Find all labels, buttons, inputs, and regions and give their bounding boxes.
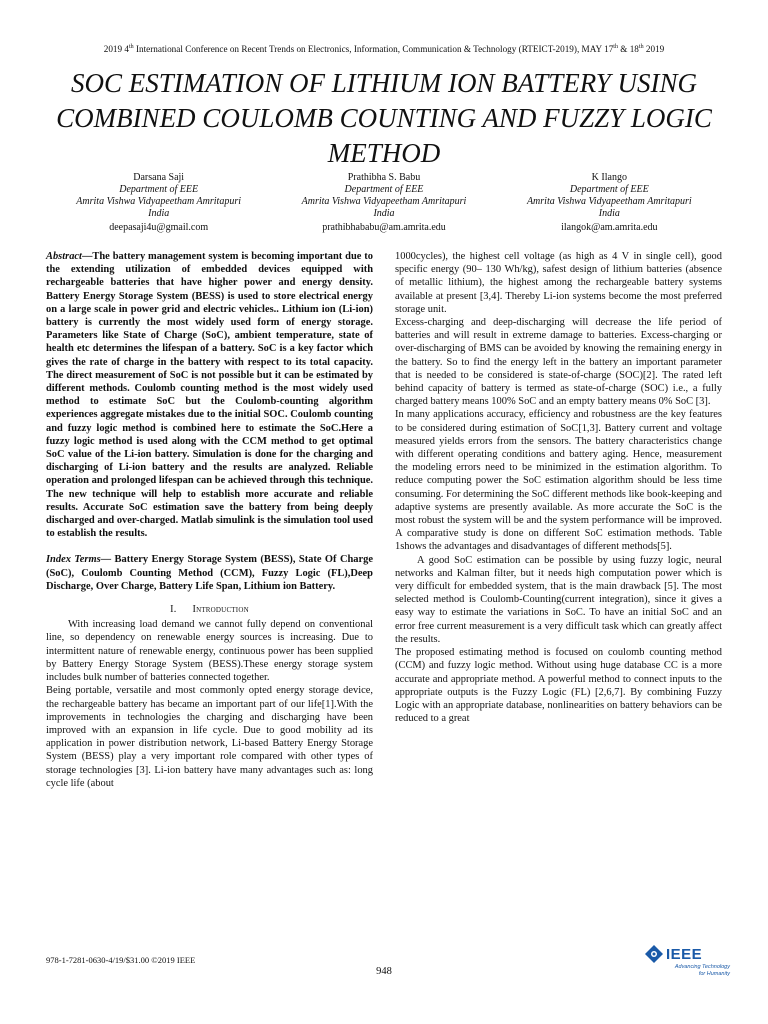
ieee-logo bbox=[644, 944, 732, 984]
author-institution: Amrita Vishwa Vidyapeetham Amritapuri bbox=[526, 196, 692, 207]
index-terms-text: — Battery Energy Storage System (BESS), State Of Charge (SoC), Coulomb Counting Method (CCM), Fuzzy Logic (FL),Deep Discharge, Over Charge, Battery Life Span, Lithium ion Battery. bbox=[46, 554, 373, 592]
author-2 bbox=[271, 172, 496, 234]
author-name: Prathibha S. Babu bbox=[347, 172, 421, 183]
abstract-label: Abstract bbox=[46, 251, 82, 262]
body-paragraph: 1000cycles), the highest cell voltage (as high as 4 V in single cell), good specific energy (90– 130 Wh/kg), safest design of lithium batteries (absence of metallic lithium), the highest among the rechargeable battery systems available at present [3,4]. Thereby Li-ion systems become the most preferred storage unit. bbox=[395, 251, 722, 315]
conf-prefix: 2019 4 bbox=[103, 44, 129, 55]
author-3 bbox=[497, 172, 722, 234]
author-name: Darsana Saji bbox=[133, 172, 185, 183]
author-institution: Amrita Vishwa Vidyapeetham Amritapuri bbox=[301, 196, 467, 207]
index-terms-label: Index Terms bbox=[46, 554, 101, 566]
author-country: India bbox=[373, 208, 395, 219]
section-heading bbox=[46, 603, 373, 616]
right-column bbox=[395, 250, 722, 725]
author-country: India bbox=[148, 208, 170, 219]
section-number: I. bbox=[170, 604, 177, 616]
ieee-wordmark: IEEE bbox=[666, 946, 703, 963]
conf-middle: International Conference on Recent Trends on Electronics, Information, Communication & Technology (RTEICT-2019), MAY 17 bbox=[133, 44, 614, 55]
body-paragraph: The proposed estimating method is focused on coulomb counting method (CCM) and fuzzy logic method. Without using huge database CC is a more accurate and appropriate method. A powerful method to connect inputs to the appropriate outputs is the Fuzzy Logic (FL) [2,6,7]. By combining Fuzzy Logic with an appropriate database, nonlinearities on battery behaviors can be reduced to a great bbox=[395, 647, 722, 725]
body-paragraph: Excess-charging and deep-discharging will decrease the life period of batteries and will result in extreme damage to batteries. Excess-charging or over-discharging of BMS can be avoided by knowing the remaining energy in the battery. So to find the energy left in the battery an important parameter that is needed to be considered is state-of-charge (SOC)[2]. The rated left behind capacity of battery is termed as state-of-charge (SOC) i.e., a fully charged battery means 100% SoC and an empty battery means 0% SoC [3]. bbox=[395, 317, 722, 408]
body-paragraph: In many applications accuracy, efficiency and robustness are the key features to be considered during estimation of SoC[1,3]. Battery current and voltage measured yields errors from the sensors. The battery characteristics change with different operating conditions and battery aging. Hence, measurement the modeling errors need to be minimized in the estimation algorithm. To reduce computing power the SoC estimation algorithm should be less time consuming. For determining the SoC different methods like book-keeping and adaptive systems are presently available. As more accurate the SoC is the most robust the system will be and the system performance will be improved. A comparative study is done on different SoC estimation methods. Table 1shows the advantages and disadvantages of different methods[5]. bbox=[395, 409, 722, 553]
author-institution: Amrita Vishwa Vidyapeetham Amritapuri bbox=[76, 196, 242, 207]
index-terms bbox=[46, 553, 373, 593]
ieee-diamond-icon bbox=[644, 944, 664, 964]
paper-title: SOC ESTIMATION OF LITHIUM ION BATTERY USING COMBINED COULOMB COUNTING AND FUZZY LOGIC METHOD bbox=[56, 68, 712, 168]
author-dept: Department of EEE bbox=[569, 184, 649, 195]
conference-header bbox=[0, 44, 768, 54]
author-email: prathibhababu@am.amrita.edu bbox=[322, 222, 446, 233]
author-email: deepasaji4u@gmail.com bbox=[109, 222, 209, 233]
copyright-line: 978-1-7281-0630-4/19/$31.00 ©2019 IEEE bbox=[46, 955, 196, 965]
conf-ordinal-2: th bbox=[613, 44, 618, 50]
body-paragraph: With increasing load demand we cannot fully depend on conventional line, so dependency on renewable energy sources is increasing. Due to intermittent nature of renewable energy, continuous power has been supplied by Battery Energy Storage System (BESS).These energy storage system includes bulk number of batteries connected together. bbox=[46, 619, 373, 684]
conf-ordinal-3: th bbox=[638, 44, 644, 50]
conf-ordinal: th bbox=[129, 44, 134, 50]
author-name: K Ilango bbox=[591, 172, 627, 183]
left-column bbox=[46, 250, 373, 790]
section-title: Introduction bbox=[192, 604, 249, 616]
author-country: India bbox=[598, 208, 620, 219]
abstract bbox=[46, 250, 373, 540]
conf-and: & 18 bbox=[617, 44, 639, 55]
page-number: 948 bbox=[376, 966, 392, 977]
body-paragraph: Being portable, versatile and most commonly opted energy storage device, the rechargeable battery has became an important part of our life[1].With the improvements in technologies the charging and discharging have been improved with an expansion in life cycle. Due to good mobility ad its application in power distribution network, Li-based Battery Energy Storage System (BESS) play a very important role compared with other types of storage technologies [3]. Li-ion battery have many advantages such as: long cycle life (about bbox=[46, 685, 373, 789]
abstract-text: —The battery management system is becoming important due to the extending utilization of embedded devices equipped with rechargeable batteries that have higher power and energy density. Battery Energy Storage System (BESS) is used to store electrical energy on a large scale in power grid and electric vehicles.. Lithium ion (Li-ion) battery is currently the most widely used form of energy storage. Parameters like State of Charge (SoC), ambient temperature, state of health etc determines the lifespan of a battery. SoC is a key factor which gives the rate of charge in the battery with respect to its total capacity. The direct measurement of SoC is not possible but it can be estimated by different methods. Coulomb counting method is the most widely used method to estimate SoC but the Coulomb-counting algorithm experiences aggregate mistakes due to the initial SOC. Coulomb counting and fuzzy logic method is combined here to estimate the SoC.Here a fuzzy logic method is used along with the CCM method to get optimal SoC value of the Li-ion battery. Simulation is done for the charging and discharging of Li-ion battery and the results are analyzed. Reliable operation and prolonged lifespan can be achieved through this technique. The new technique will help to establish more accurate and reliable results. Accurate SoC estimation save the battery from being deeply discharged and over-charged. Matlab simulink is the simulation tool used to establish the results. bbox=[46, 251, 373, 540]
author-block bbox=[46, 172, 722, 234]
conf-year: 2019 bbox=[643, 44, 665, 55]
author-dept: Department of EEE bbox=[344, 184, 424, 195]
author-1 bbox=[46, 172, 271, 234]
ieee-tagline bbox=[660, 964, 730, 977]
body-paragraph: A good SoC estimation can be possible by using fuzzy logic, neural networks and Kalman filter, but it needs high computation power which is very difficult for embedded system, that is the main drawback [5]. The most selected method is Coulomb-Counting(current integration), since it gives a easy way to estimate the variations in SoC. To have an initial SoC and an error free current measurement is a very difficult task which can greatly affect the results. bbox=[395, 554, 722, 645]
author-email: ilangok@am.amrita.edu bbox=[561, 222, 658, 233]
author-dept: Department of EEE bbox=[119, 184, 199, 195]
ieee-tagline-1: Advancing Technology bbox=[674, 964, 730, 970]
ieee-tagline-2: for Humanity bbox=[698, 970, 730, 977]
